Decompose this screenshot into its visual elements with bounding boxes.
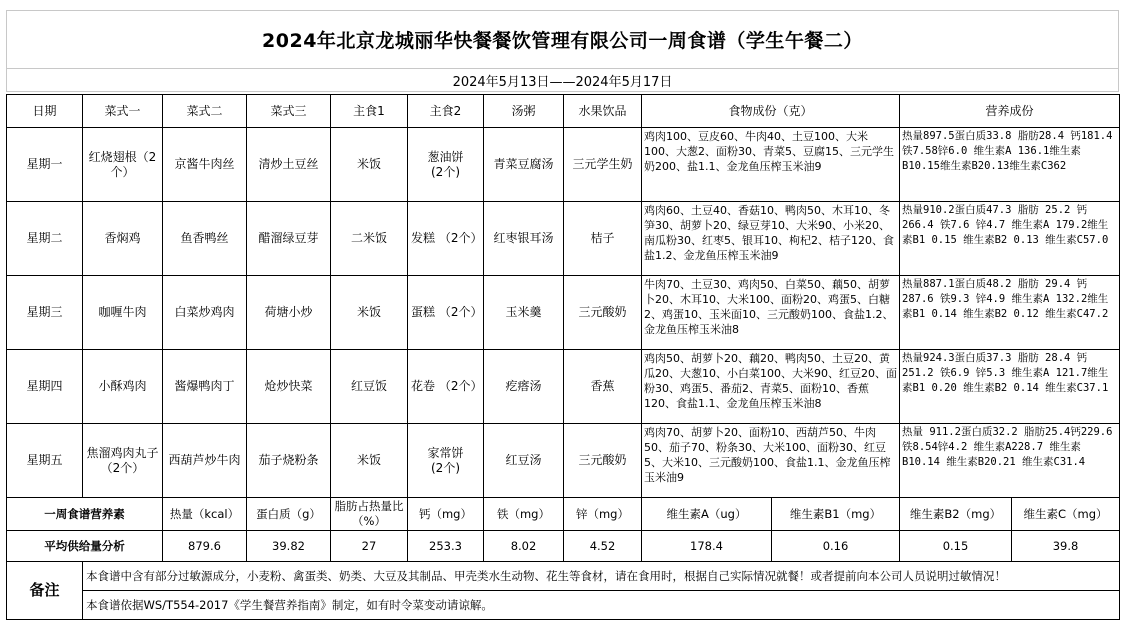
nutrient-label-row <box>7 498 1120 531</box>
header-cell: 菜式三 <box>247 95 331 128</box>
nutrient-label: 维生素A（ug） <box>642 498 772 531</box>
nutrient-label: 钙（mg） <box>408 498 484 531</box>
notes-label: 备注 <box>7 562 83 620</box>
dish-1: 红烧翅根（2个） <box>83 128 163 202</box>
day-label: 星期三 <box>7 276 83 350</box>
nutrient-label: 热量（kcal） <box>163 498 247 531</box>
header-cell: 水果饮品 <box>564 95 642 128</box>
fruit-drink: 三元学生奶 <box>564 128 642 202</box>
nutrient-label: 维生素C（mg） <box>1012 498 1120 531</box>
soup: 玉米羹 <box>484 276 564 350</box>
fruit-drink: 三元酸奶 <box>564 276 642 350</box>
staple-2: 发糕 （2个） <box>408 202 484 276</box>
average-value: 4.52 <box>564 531 642 562</box>
dish-3: 炝炒快菜 <box>247 350 331 424</box>
day-row <box>7 350 1120 424</box>
staple-2: 家常饼 (2个) <box>408 424 484 498</box>
date-range: 2024年5月13日——2024年5月17日 <box>6 68 1119 92</box>
dish-2: 西葫芦炒牛肉 <box>163 424 247 498</box>
staple-1: 米饭 <box>331 128 408 202</box>
note-row <box>7 562 1120 591</box>
page-title: 2024年北京龙城丽华快餐餐饮管理有限公司一周食谱（学生午餐二） <box>6 10 1119 68</box>
soup: 疙瘩汤 <box>484 350 564 424</box>
day-label: 星期四 <box>7 350 83 424</box>
nutrient-label: 维生素B1（mg） <box>772 498 900 531</box>
dish-3: 荷塘小炒 <box>247 276 331 350</box>
nutrition: 热量897.5蛋白质33.8 脂肪28.4 钙181.4铁7.58锌6.0 维生素A 136.1维生素B10.15维生素B20.13维生素C362 <box>900 128 1120 202</box>
soup: 红豆汤 <box>484 424 564 498</box>
average-value: 39.8 <box>1012 531 1120 562</box>
day-label: 星期一 <box>7 128 83 202</box>
average-value: 0.15 <box>900 531 1012 562</box>
dish-1: 香焖鸡 <box>83 202 163 276</box>
staple-2: 蛋糕 （2个） <box>408 276 484 350</box>
nutrition: 热量 911.2蛋白质32.2 脂肪25.4钙229.6铁8.54锌4.2 维生素A228.7 维生素B10.14 维生素B20.21 维生素C31.4 <box>900 424 1120 498</box>
header-cell: 菜式二 <box>163 95 247 128</box>
dish-3: 茄子烧粉条 <box>247 424 331 498</box>
dish-2: 白菜炒鸡肉 <box>163 276 247 350</box>
average-value: 8.02 <box>484 531 564 562</box>
nutrient-label: 锌（mg） <box>564 498 642 531</box>
average-label: 平均供给量分析 <box>7 531 163 562</box>
dish-1: 焦溜鸡肉丸子（2个） <box>83 424 163 498</box>
nutrition: 热量924.3蛋白质37.3 脂肪 28.4 钙251.2 铁6.9 锌5.3 维生素A 121.7维生素B1 0.20 维生素B2 0.14 维生素C37.1 <box>900 350 1120 424</box>
staple-1: 米饭 <box>331 424 408 498</box>
dish-2: 鱼香鸭丝 <box>163 202 247 276</box>
average-value: 178.4 <box>642 531 772 562</box>
ingredients: 牛肉70、土豆30、鸡肉50、白菜50、藕50、胡萝卜20、木耳10、大米100、面粉20、鸡蛋5、白糖2、鸡蛋10、玉米面10、三元酸奶100、食盐1.2、金龙鱼压榨玉米油8 <box>642 276 900 350</box>
dish-1: 小酥鸡肉 <box>83 350 163 424</box>
header-cell: 营养成份 <box>900 95 1120 128</box>
header-cell: 主食2 <box>408 95 484 128</box>
note-row <box>7 591 1120 620</box>
soup: 青菜豆腐汤 <box>484 128 564 202</box>
average-value: 879.6 <box>163 531 247 562</box>
staple-1: 二米饭 <box>331 202 408 276</box>
day-row <box>7 276 1120 350</box>
average-row <box>7 531 1120 562</box>
note-allergen: 本食谱中含有部分过敏源成分，小麦粉、禽蛋类、奶类、大豆及其制品、甲壳类水生动物、花生等食材，请在食用时，根据自己实际情况就餐！或者提前向本公司人员说明过敏情况！ <box>83 562 1120 591</box>
header-cell: 食物成份（克） <box>642 95 900 128</box>
staple-1: 红豆饭 <box>331 350 408 424</box>
note-standard: 本食谱依据WS/T554-2017《学生餐营养指南》制定，如有时令菜变动请谅解。 <box>83 591 1120 620</box>
summary-label: 一周食谱营养素 <box>7 498 163 531</box>
nutrient-label: 维生素B2（mg） <box>900 498 1012 531</box>
dish-3: 清炒土豆丝 <box>247 128 331 202</box>
day-label: 星期二 <box>7 202 83 276</box>
staple-1: 米饭 <box>331 276 408 350</box>
average-value: 39.82 <box>247 531 331 562</box>
day-row <box>7 202 1120 276</box>
fruit-drink: 香蕉 <box>564 350 642 424</box>
header-cell: 主食1 <box>331 95 408 128</box>
day-label: 星期五 <box>7 424 83 498</box>
fruit-drink: 桔子 <box>564 202 642 276</box>
nutrition: 热量910.2蛋白质47.3 脂肪 25.2 钙266.4 铁7.6 锌4.7 维生素A 179.2维生素B1 0.15 维生素B2 0.13 维生素C57.0 <box>900 202 1120 276</box>
average-value: 0.16 <box>772 531 900 562</box>
ingredients: 鸡肉70、胡萝卜20、面粉10、西葫芦50、牛肉50、茄子70、粉条30、大米100、面粉30、红豆5、大米10、三元酸奶100、食盐1.1、金龙鱼压榨玉米油9 <box>642 424 900 498</box>
header-cell: 菜式一 <box>83 95 163 128</box>
nutrient-label: 铁（mg） <box>484 498 564 531</box>
day-row <box>7 128 1120 202</box>
nutrient-label: 脂肪占热量比（%） <box>331 498 408 531</box>
header-row <box>7 95 1120 128</box>
menu-sheet <box>6 10 1119 614</box>
header-cell: 汤粥 <box>484 95 564 128</box>
ingredients: 鸡肉100、豆皮60、牛肉40、土豆100、大米100、大葱2、面粉30、青菜5、豆腐15、三元学生奶200、盐1.1、金龙鱼压榨玉米油9 <box>642 128 900 202</box>
menu-table <box>6 94 1120 620</box>
dish-3: 醋溜绿豆芽 <box>247 202 331 276</box>
dish-1: 咖喱牛肉 <box>83 276 163 350</box>
staple-2: 花卷 （2个） <box>408 350 484 424</box>
day-row <box>7 424 1120 498</box>
header-cell: 日期 <box>7 95 83 128</box>
ingredients: 鸡肉50、胡萝卜20、藕20、鸭肉50、土豆20、黄瓜20、大葱10、小白菜100、大米90、红豆20、面粉30、鸡蛋5、番茄2、青菜5、面粉10、香蕉120、食盐1.1、金龙鱼压榨玉米油8 <box>642 350 900 424</box>
staple-2: 葱油饼 (2个) <box>408 128 484 202</box>
nutrition: 热量887.1蛋白质48.2 脂肪 29.4 钙287.6 铁9.3 锌4.9 维生素A 132.2维生素B1 0.14 维生素B2 0.12 维生素C47.2 <box>900 276 1120 350</box>
dish-2: 京酱牛肉丝 <box>163 128 247 202</box>
average-value: 253.3 <box>408 531 484 562</box>
soup: 红枣银耳汤 <box>484 202 564 276</box>
nutrient-label: 蛋白质（g） <box>247 498 331 531</box>
dish-2: 酱爆鸭肉丁 <box>163 350 247 424</box>
ingredients: 鸡肉60、土豆40、香菇10、鸭肉50、木耳10、冬笋30、胡萝卜20、绿豆芽10、大米90、小米20、南瓜粉30、红枣5、银耳10、枸杞2、桔子120、食盐1.2、金龙鱼压榨玉米油9 <box>642 202 900 276</box>
average-value: 27 <box>331 531 408 562</box>
fruit-drink: 三元酸奶 <box>564 424 642 498</box>
